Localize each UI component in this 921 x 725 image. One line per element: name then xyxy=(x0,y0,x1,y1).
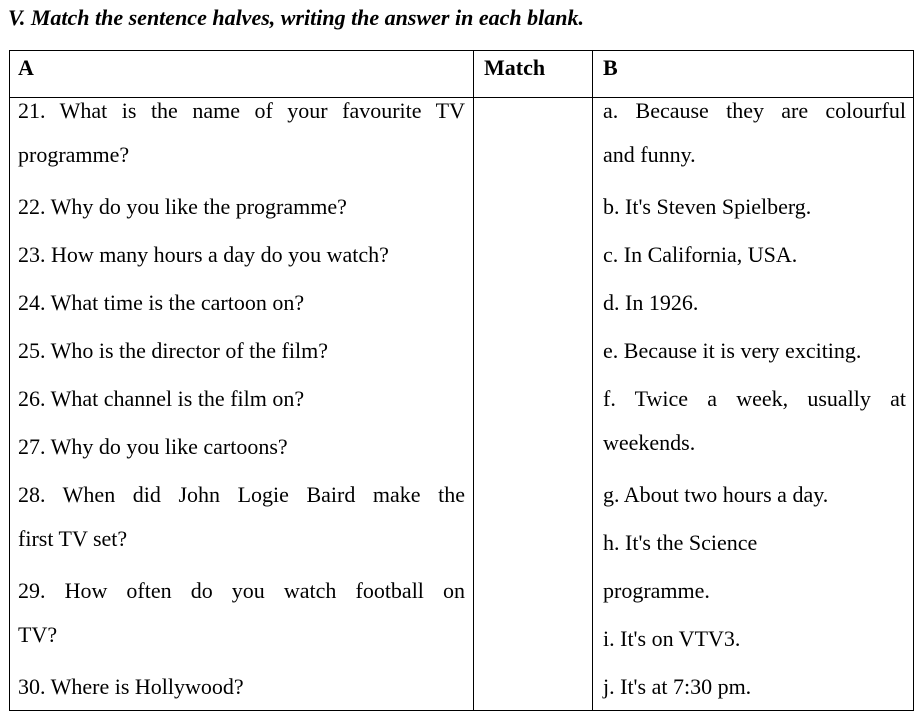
question-item xyxy=(18,195,465,243)
answer-item xyxy=(603,483,906,531)
answer-text: h. It's the Science xyxy=(603,530,758,555)
question-text: 23. How many hours a day do you watch? xyxy=(18,242,389,267)
answer-item xyxy=(603,387,906,483)
answer-item xyxy=(603,291,906,339)
question-text: 22. Why do you like the programme? xyxy=(18,194,347,219)
column-b xyxy=(603,99,906,723)
header-b: B xyxy=(603,55,618,80)
question-item xyxy=(18,243,465,291)
question-item xyxy=(18,675,465,723)
question-text: first TV set? xyxy=(18,526,128,551)
matching-table xyxy=(9,50,914,711)
answer-item xyxy=(603,195,906,243)
header-match: Match xyxy=(484,55,546,80)
exercise-heading: V. Match the sentence halves, writing the answer in each blank. xyxy=(8,5,584,30)
column-divider xyxy=(592,51,593,710)
question-text: 26. What channel is the film on? xyxy=(18,386,305,411)
answer-item xyxy=(603,99,906,195)
answer-text: b. It's Steven Spielberg. xyxy=(603,194,812,219)
question-text: 30. Where is Hollywood? xyxy=(18,674,244,699)
question-text: 27. Why do you like cartoons? xyxy=(18,434,288,459)
answer-item xyxy=(603,579,906,627)
question-item xyxy=(18,579,465,675)
question-item xyxy=(18,483,465,579)
question-text: 25. Who is the director of the film? xyxy=(18,338,328,363)
question-text: 29. How often do you watch football on xyxy=(18,578,465,603)
answer-text: g. About two hours a day. xyxy=(603,482,829,507)
answer-text: programme. xyxy=(603,578,710,603)
answer-text: j. It's at 7:30 pm. xyxy=(603,674,752,699)
answer-text: weekends. xyxy=(603,430,696,455)
column-a xyxy=(18,99,465,723)
question-text: TV? xyxy=(18,622,58,647)
question-item xyxy=(18,387,465,435)
question-text: programme? xyxy=(18,142,130,167)
question-item xyxy=(18,435,465,483)
answer-item xyxy=(603,627,906,675)
match-answer-area[interactable] xyxy=(474,99,592,710)
answer-item xyxy=(603,675,906,723)
answer-text: f. Twice a week, usually at xyxy=(603,386,906,411)
answer-text: i. It's on VTV3. xyxy=(603,626,741,651)
question-text: 28. When did John Logie Baird make the xyxy=(18,482,465,507)
answer-text: a. Because they are colourful xyxy=(603,98,906,123)
question-item xyxy=(18,339,465,387)
answer-text: and funny. xyxy=(603,142,696,167)
answer-item xyxy=(603,531,906,579)
header-a: A xyxy=(18,55,34,80)
answer-item xyxy=(603,243,906,291)
question-text: 21. What is the name of your favourite TV xyxy=(18,98,465,123)
answer-text: c. In California, USA. xyxy=(603,242,798,267)
answer-text: e. Because it is very exciting. xyxy=(603,338,862,363)
answer-item xyxy=(603,339,906,387)
answer-text: d. In 1926. xyxy=(603,290,699,315)
question-item xyxy=(18,291,465,339)
question-item xyxy=(18,99,465,195)
question-text: 24. What time is the cartoon on? xyxy=(18,290,305,315)
